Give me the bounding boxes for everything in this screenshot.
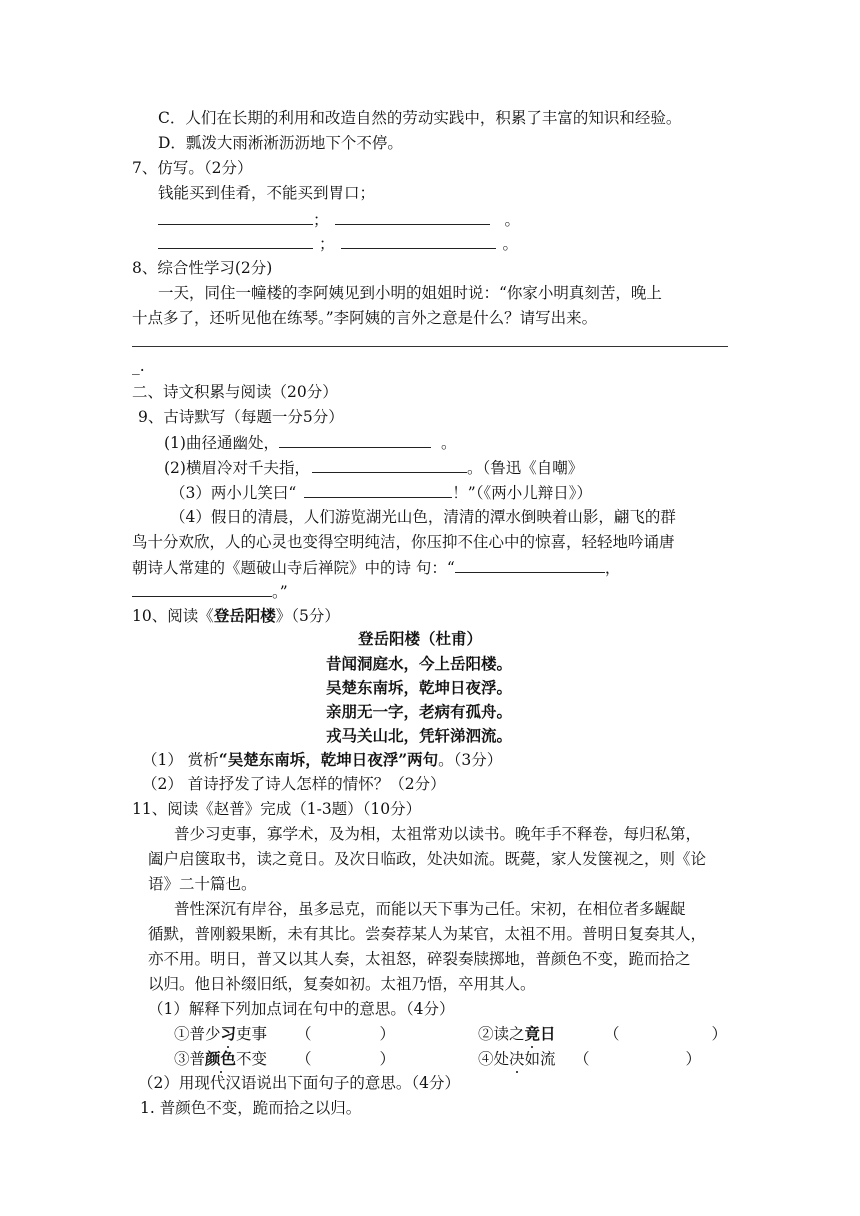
passage-p1-line-1: 普少习吏事，寡学术，及为相，太祖常劝以读书。晚年手不释卷，每归私第，	[174, 825, 702, 843]
q8-answer-line[interactable]	[132, 346, 728, 347]
passage-p2-line-3: 亦不用。明日，普又以其人奏，太祖怒，碎裂奏牍掷地，普颜色不变，跪而拾之	[148, 950, 691, 968]
q7-heading: 7、仿写。（2分）	[132, 159, 253, 177]
word-item-3: ③普颜色不变	[174, 1049, 268, 1068]
q11-heading: 11、阅读《赵普》完成（1-3题）（10分）	[132, 800, 422, 818]
q9-item-4-line-2: 鸟十分欢欣，人的心灵也变得空明纯洁，你压抑不住心中的惊喜，轻轻地吟诵唐	[132, 533, 675, 551]
passage-p1-line-3: 语》二十篇也。	[148, 875, 257, 893]
q9-item-1: (1)曲径通幽处， 。	[164, 431, 456, 453]
q11-sub-2-item-1: 1. 普颜色不变，跪而拾之以归。	[140, 1099, 362, 1117]
q9-item-2: (2)横眉冷对千夫指， 。（鲁迅《自嘲》	[164, 456, 583, 478]
q10-sub-1: （1） 赏析“吴楚东南坼，乾坤日夜浮”两句。（3分）	[142, 750, 503, 769]
word-item-1-paren[interactable]: （ ）	[296, 1025, 396, 1043]
q11-sub-2: （2）用现代汉语说出下面句子的意思。（4分）	[138, 1074, 460, 1092]
answer-blank[interactable]	[279, 431, 431, 448]
word-item-3-paren[interactable]: （ ）	[296, 1050, 396, 1068]
word-item-2-paren[interactable]: （ ）	[604, 1025, 728, 1043]
passage-p2-line-4: 以归。他日补缀旧纸，复奏如初。太祖乃悟，卒用其人。	[148, 975, 536, 993]
q10-sub-2: （2） 首诗抒发了诗人怎样的情怀？（2分）	[142, 775, 446, 793]
q9-heading: 9、古诗默写（每题一分5分）	[138, 408, 344, 426]
answer-blank[interactable]	[455, 556, 605, 573]
q9-item-3: （3）两小儿笑曰“ ！”（《两小儿辩日》）	[170, 481, 592, 503]
answer-blank[interactable]	[158, 208, 313, 225]
section-2-heading: 二、诗文积累与阅读（20分）	[132, 383, 338, 401]
answer-blank[interactable]	[335, 208, 490, 225]
option-c: C．人们在长期的利用和改造自然的劳动实践中，积累了丰富的知识和经验。	[158, 109, 682, 127]
q7-example: 钱能买到佳肴，不能买到胃口；	[158, 184, 376, 202]
q10-heading: 10、阅读《登岳阳楼》（5分）	[132, 606, 340, 625]
q8-paragraph-2: 十点多了，还听见他在练琴。”李阿姨的言外之意是什么？请写出来。	[132, 309, 598, 327]
option-d: D．瓢泼大雨淅淅沥沥地下个不停。	[158, 134, 403, 152]
answer-blank[interactable]	[312, 456, 467, 473]
word-item-1: ①普少习吏事	[174, 1024, 268, 1043]
answer-blank[interactable]	[158, 232, 313, 249]
q9-item-4-line-1: （4）假日的清晨，人们游览湖光山色，清清的潭水倒映着山影，翩飞的群	[170, 508, 676, 526]
poem-line-3: 亲朋无一字，老病有孤舟。	[326, 702, 513, 721]
answer-blank[interactable]	[304, 481, 452, 498]
q8-paragraph-1: 一天，同住一幢楼的李阿姨见到小明的姐姐时说：“你家小明真刻苦，晚上	[158, 284, 662, 302]
q8-answer-end: _.	[132, 357, 145, 375]
passage-p2-line-2: 循默，普刚毅果断，未有其比。尝奏荐某人为某官，太祖不用。普明日复奏其人，	[148, 925, 707, 943]
passage-p1-line-2: 阖户启箧取书，读之竟日。及次日临政，处决如流。既薨，家人发箧视之，则《论	[148, 850, 707, 868]
passage-p2-line-1: 普性深沉有岸谷，虽多忌克，而能以天下事为己任。宋初，在相位者多龌龊	[174, 900, 686, 918]
answer-blank[interactable]	[132, 580, 272, 597]
poem-line-4: 戎马关山北，凭轩涕泗流。	[326, 726, 513, 745]
word-item-4: ④处决如流	[478, 1050, 556, 1068]
q11-sub-1: （1）解释下列加点词在句中的意思。（4分）	[148, 1000, 455, 1018]
poem-line-1: 昔闻洞庭水，今上岳阳楼。	[326, 654, 513, 673]
poem-title: 登岳阳楼（杜甫）	[358, 629, 483, 648]
answer-blank[interactable]	[341, 232, 496, 249]
q9-item-4-line-3: 朝诗人常建的《题破山寺后禅院》中的诗 句：“ ，	[132, 556, 620, 578]
word-item-4-paren[interactable]: （ ）	[574, 1050, 702, 1068]
q9-item-4-line-4: 。”	[132, 580, 288, 602]
q8-heading: 8、综合性学习(2分)	[132, 259, 273, 277]
q7-blank-line-1: ； 。	[158, 208, 520, 230]
word-item-2: ②读之竟日	[478, 1024, 556, 1043]
poem-line-2: 吴楚东南坼，乾坤日夜浮。	[326, 678, 513, 697]
q7-blank-line-2: ； 。	[158, 232, 518, 254]
